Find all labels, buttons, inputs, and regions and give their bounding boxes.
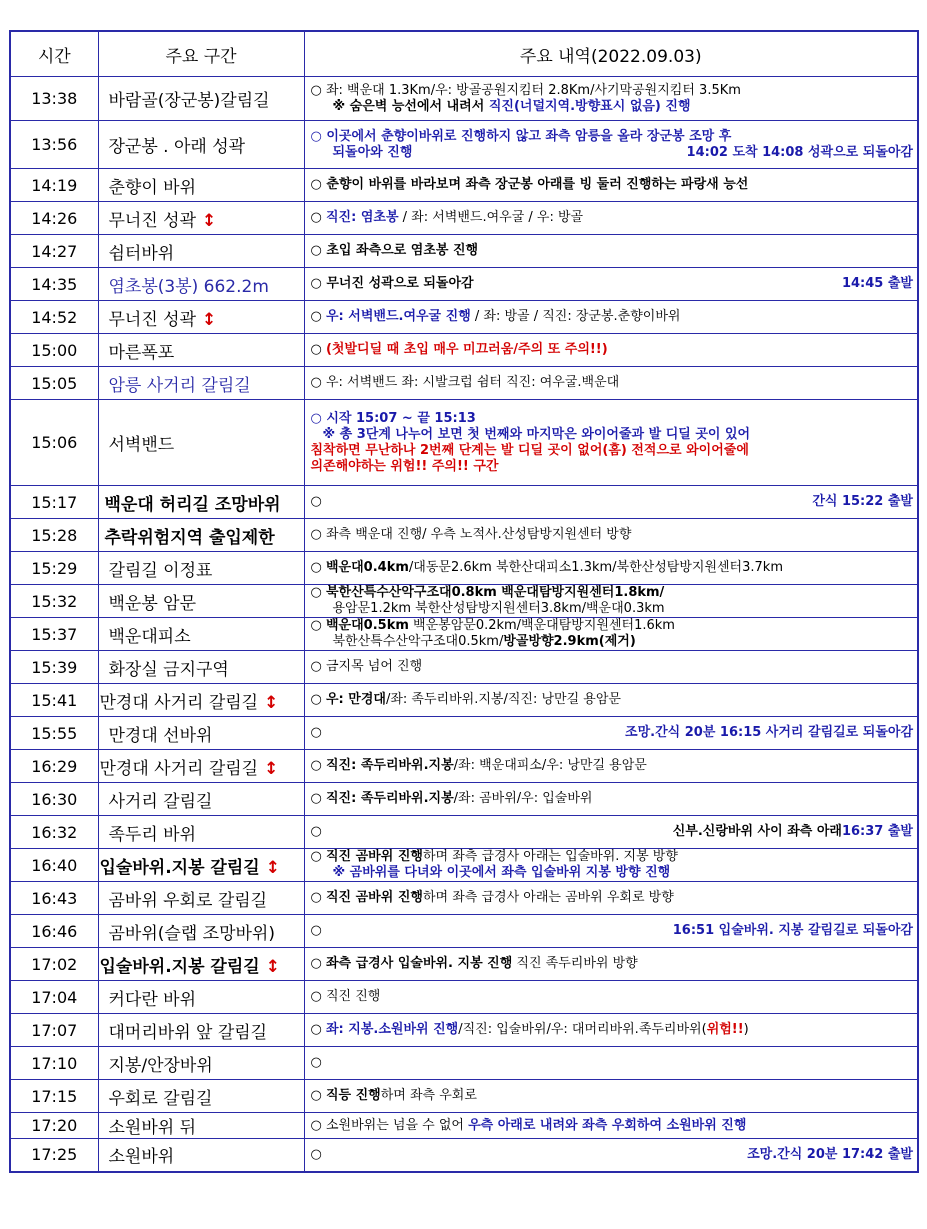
detail-text: 좌: 지봉.소원바위 진행 — [325, 1022, 459, 1037]
detail-text: ○ 초입 좌측으로 염초봉 진행 — [310, 243, 479, 258]
row-section — [98, 618, 304, 651]
detail-text: 좌측 급경사 입술바위. 지봉 진행 — [325, 956, 513, 971]
row-section — [98, 750, 304, 783]
table-row — [10, 1080, 918, 1113]
row-detail — [304, 1113, 918, 1139]
row-time: 17:02 — [10, 948, 98, 981]
detail-text: ○ — [310, 1022, 326, 1037]
section-label: 사거리 갈림길 — [108, 791, 213, 812]
row-detail — [304, 268, 918, 301]
table-row — [10, 334, 918, 367]
detail-text: 하며 좌측 우회로 — [380, 1088, 477, 1103]
detail-text: ○ — [310, 210, 326, 225]
section-label: 만경대 사거리 갈림길 — [99, 758, 259, 779]
detail-text: 우: 서벽밴드.여우굴 진행 — [325, 309, 471, 324]
row-detail — [304, 334, 918, 367]
detail-line — [311, 129, 914, 145]
detail-text: ○ — [310, 725, 322, 740]
section-label: 갈림길 이정표 — [108, 560, 213, 581]
section-label: 곰바위(슬랩 조망바위) — [108, 923, 275, 944]
header-detail: 주요 내역(2022.09.03) — [304, 31, 918, 77]
detail-line — [311, 956, 914, 972]
detail-text: /좌: 곰바위/우: 입술바위 — [453, 791, 593, 806]
table-row — [10, 235, 918, 268]
row-time: 15:39 — [10, 651, 98, 684]
detail-line — [311, 375, 914, 391]
section-label: 우회로 갈림길 — [108, 1088, 213, 1109]
detail-text: 14:02 도착 14:08 성곽으로 되돌아감 — [686, 144, 913, 160]
row-time: 15:32 — [10, 585, 98, 618]
table-row — [10, 486, 918, 519]
table-row — [10, 684, 918, 717]
row-time: 16:43 — [10, 882, 98, 915]
row-time: 16:40 — [10, 849, 98, 882]
section-label: 족두리 바위 — [108, 824, 197, 845]
detail-line — [311, 634, 914, 650]
table-row — [10, 1047, 918, 1080]
row-detail — [304, 519, 918, 552]
row-detail — [304, 651, 918, 684]
row-time: 16:30 — [10, 783, 98, 816]
row-time: 14:19 — [10, 169, 98, 202]
table-row — [10, 301, 918, 334]
detail-line — [311, 145, 914, 161]
detail-line — [311, 99, 914, 115]
row-detail — [304, 915, 918, 948]
detail-text: ○ 이곳에서 춘향이바위로 진행하지 않고 좌측 암릉을 올라 장군봉 조망 후 — [310, 128, 732, 144]
table-row — [10, 816, 918, 849]
row-detail — [304, 202, 918, 235]
detail-text: ○ — [310, 618, 326, 633]
detail-text: / 좌: 방골 / 직진: 장군봉.춘향이바위 — [470, 309, 681, 324]
detail-line — [311, 342, 914, 358]
row-time: 15:29 — [10, 552, 98, 585]
row-detail — [304, 717, 918, 750]
row-section — [98, 169, 304, 202]
row-detail — [304, 948, 918, 981]
section-label: 커다란 바위 — [108, 989, 197, 1010]
table-row — [10, 1113, 918, 1139]
detail-text: ○ — [310, 923, 322, 938]
table-row — [10, 717, 918, 750]
row-section — [98, 915, 304, 948]
detail-line — [311, 849, 914, 865]
header-row — [10, 31, 918, 77]
detail-text: 직진 곰바위 진행 — [325, 890, 423, 905]
detail-text: 16:51 입술바위. 지봉 갈림길로 되돌아감 — [672, 923, 913, 938]
up-down-arrow-icon: ↕ — [265, 857, 280, 878]
row-section — [98, 1014, 304, 1047]
section-label: 소원바위 뒤 — [108, 1118, 197, 1138]
detail-text: 14:45 출발 — [841, 276, 913, 291]
detail-text: ○ — [310, 1088, 326, 1103]
detail-text: (첫발디딜 때 초입 매우 미끄러움/주의 또 주의!!) — [325, 342, 608, 357]
detail-text: 백운대0.4km — [325, 560, 409, 575]
detail-line — [311, 83, 914, 99]
detail-text: 우측 아래로 내려와 좌측 우회하여 소원바위 진행 — [468, 1117, 747, 1133]
detail-text: ○ — [310, 791, 326, 806]
detail-text: ○ — [310, 1055, 322, 1070]
detail-text: /직진: 입술바위/우: 대머리바위.족두리바위( — [458, 1022, 707, 1037]
detail-line — [311, 1055, 914, 1071]
table-row — [10, 750, 918, 783]
table-row — [10, 77, 918, 121]
row-section — [98, 1113, 304, 1139]
section-label: 백운봉 암문 — [108, 593, 197, 614]
row-time: 16:46 — [10, 915, 98, 948]
detail-text: ○ — [310, 890, 326, 905]
table-row — [10, 519, 918, 552]
table-row — [10, 585, 918, 618]
section-label: 추락위험지역 출입제한 — [104, 527, 275, 548]
detail-text: 하며 좌측 급경사 아래는 곰바위 우회로 방향 — [422, 890, 674, 905]
section-label: 쉼터바위 — [108, 243, 175, 264]
row-time: 13:38 — [10, 77, 98, 121]
detail-text: ○ — [310, 849, 326, 864]
row-section — [98, 77, 304, 121]
up-down-arrow-icon: ↕ — [265, 956, 280, 977]
detail-text: ○ — [310, 560, 326, 575]
detail-text: 용암문1.2km 북한산성탐방지원센터3.8km/백운대0.3km — [332, 601, 665, 616]
row-section — [98, 948, 304, 981]
detail-line — [311, 692, 914, 708]
row-time: 17:07 — [10, 1014, 98, 1047]
up-down-arrow-icon: ↕ — [264, 692, 279, 713]
row-section — [98, 1047, 304, 1080]
detail-text: 의존해야하는 위험!! 주의!! 구간 — [310, 458, 499, 474]
detail-line — [311, 427, 914, 443]
section-label: 만경대 선바위 — [108, 725, 213, 746]
detail-text: ○ 무너진 성곽으로 되돌아감 — [310, 276, 474, 291]
row-section — [98, 585, 304, 618]
detail-text: 우: 만경대 — [325, 692, 386, 707]
row-time: 15:37 — [10, 618, 98, 651]
row-section — [98, 334, 304, 367]
row-section — [98, 684, 304, 717]
row-detail — [304, 367, 918, 400]
row-time: 17:10 — [10, 1047, 98, 1080]
schedule-rows — [10, 77, 918, 1172]
section-label: 무너진 성곽 — [108, 210, 197, 231]
section-label: 무너진 성곽 — [108, 309, 197, 330]
detail-text: ○ — [310, 585, 326, 600]
detail-text: ○ — [310, 494, 322, 509]
detail-text: 간식 15:22 출발 — [812, 494, 913, 509]
schedule-table-wrap — [9, 30, 917, 1173]
detail-line — [311, 411, 914, 427]
section-label: 백운대 허리길 조망바위 — [104, 494, 281, 515]
detail-text: ○ — [310, 692, 326, 707]
detail-line — [311, 1118, 914, 1134]
row-section — [98, 367, 304, 400]
row-section — [98, 717, 304, 750]
section-label: 소원바위 — [108, 1147, 175, 1168]
row-time: 15:55 — [10, 717, 98, 750]
section-label: 마른폭포 — [108, 342, 175, 363]
row-detail — [304, 235, 918, 268]
row-time: 15:17 — [10, 486, 98, 519]
table-row — [10, 783, 918, 816]
detail-text: ○ 우: 서벽밴드 좌: 시발크럽 쉼터 직진: 여우굴.백운대 — [310, 375, 620, 390]
section-label: 입술바위.지봉 갈림길 — [99, 857, 260, 878]
detail-text: ○ 직진 진행 — [310, 989, 381, 1004]
detail-line — [311, 443, 914, 459]
section-label: 대머리바위 앞 갈림길 — [108, 1022, 268, 1043]
row-section — [98, 121, 304, 169]
row-time: 14:27 — [10, 235, 98, 268]
row-time: 17:20 — [10, 1113, 98, 1139]
row-detail — [304, 585, 918, 618]
detail-text: ※ 총 3단계 나누어 보면 첫 번째와 마지막은 와이어줄과 발 디딜 곳이 있어 — [322, 426, 751, 442]
detail-line — [311, 791, 914, 807]
detail-text: ※ 곰바위를 다녀와 이곳에서 좌측 입술바위 지봉 방향 진행 — [332, 865, 671, 880]
row-time: 13:56 — [10, 121, 98, 169]
detail-text: ○ 시작 15:07 ~ 끝 15:13 — [310, 410, 476, 426]
detail-text: 직진 족두리바위 방향 — [512, 956, 638, 971]
row-section — [98, 268, 304, 301]
up-down-arrow-icon: ↕ — [202, 210, 217, 231]
detail-text: ) — [743, 1022, 749, 1037]
detail-text: ○ 춘향이 바위를 바라보며 좌측 장군봉 아래를 빙 둘러 진행하는 파랑새 능선 — [310, 177, 749, 192]
row-section — [98, 816, 304, 849]
detail-text: /좌: 백운대피소/우: 낭만길 용암문 — [453, 758, 647, 773]
detail-line — [311, 1088, 914, 1104]
row-detail — [304, 882, 918, 915]
row-time: 15:06 — [10, 400, 98, 486]
table-row — [10, 268, 918, 301]
detail-text: ○ 좌: 백운대 1.3Km/우: 방골공원지킴터 2.8Km/사기막공원지킴터 3.5Km — [310, 82, 741, 98]
detail-text: 직진(너덜지역.방향표시 없음) 진행 — [488, 98, 691, 114]
detail-line — [311, 725, 914, 741]
detail-line — [311, 890, 914, 906]
row-detail — [304, 77, 918, 121]
detail-text: 하며 좌측 급경사 아래는 입술바위. 지봉 방향 — [422, 849, 678, 864]
row-detail — [304, 783, 918, 816]
section-label: 장군봉 . 아래 성곽 — [108, 137, 246, 157]
detail-text: ○ — [310, 1146, 322, 1162]
row-time: 14:26 — [10, 202, 98, 235]
detail-line — [311, 459, 914, 475]
section-label: 서벽밴드 — [108, 435, 175, 455]
table-row — [10, 1014, 918, 1047]
detail-line — [311, 865, 914, 881]
table-row — [10, 367, 918, 400]
detail-text: ○ — [310, 956, 326, 971]
row-time: 16:32 — [10, 816, 98, 849]
row-detail — [304, 816, 918, 849]
section-label: 백운대피소 — [108, 626, 191, 647]
row-section — [98, 400, 304, 486]
row-detail — [304, 849, 918, 882]
table-row — [10, 651, 918, 684]
row-detail — [304, 1047, 918, 1080]
detail-text: 16:37 출발 — [841, 824, 913, 839]
detail-text: 직진: 족두리바위.지봉 — [325, 791, 454, 806]
detail-text: ○ 소원바위는 넘을 수 없어 — [310, 1117, 469, 1133]
detail-text: 북한산특수산악구조대0.5km/ — [332, 634, 504, 649]
row-detail — [304, 400, 918, 486]
row-time: 17:04 — [10, 981, 98, 1014]
table-row — [10, 202, 918, 235]
row-time: 14:52 — [10, 301, 98, 334]
header-time: 시간 — [10, 31, 98, 77]
row-detail — [304, 486, 918, 519]
table-row — [10, 618, 918, 651]
row-detail — [304, 981, 918, 1014]
row-detail — [304, 684, 918, 717]
detail-text: 직진: 염초봉 — [325, 210, 399, 225]
detail-text: /좌: 족두리바위.지봉/직진: 낭만길 용암문 — [385, 692, 621, 707]
row-section — [98, 486, 304, 519]
detail-text: ○ — [310, 758, 326, 773]
detail-line — [311, 824, 914, 840]
row-detail — [304, 552, 918, 585]
row-time: 15:28 — [10, 519, 98, 552]
row-section — [98, 301, 304, 334]
schedule-table — [9, 30, 919, 1173]
section-label: 입술바위.지봉 갈림길 — [99, 956, 260, 977]
row-section — [98, 235, 304, 268]
row-detail — [304, 1139, 918, 1172]
detail-line — [311, 560, 914, 576]
row-detail — [304, 1080, 918, 1113]
section-label: 춘향이 바위 — [108, 177, 197, 198]
table-row — [10, 169, 918, 202]
detail-text: ※ 숨은벽 능선에서 내려서 — [332, 98, 489, 114]
table-row — [10, 915, 918, 948]
detail-text: 직진 곰바위 진행 — [325, 849, 423, 864]
row-detail — [304, 301, 918, 334]
detail-text: / 좌: 서벽밴드.여우굴 / 우: 방골 — [398, 210, 584, 225]
detail-text: 백운대0.5km — [325, 618, 409, 633]
detail-text: 침착하면 무난하나 2번째 단계는 발 디딜 곳이 없어(홈) 전적으로 와이어줄에 — [310, 442, 749, 458]
section-label: 지봉/안장바위 — [108, 1055, 213, 1076]
detail-text: 조망.간식 20분 16:15 사거리 갈림길로 되돌아감 — [625, 725, 913, 740]
detail-text: ○ — [310, 309, 326, 324]
row-time: 15:05 — [10, 367, 98, 400]
row-section — [98, 783, 304, 816]
up-down-arrow-icon: ↕ — [202, 309, 217, 330]
detail-text: 위험!! — [706, 1022, 744, 1037]
section-label: 염초봉(3봉) 662.2m — [108, 276, 269, 297]
up-down-arrow-icon: ↕ — [264, 758, 279, 779]
row-detail — [304, 121, 918, 169]
row-section — [98, 519, 304, 552]
table-row — [10, 849, 918, 882]
row-detail — [304, 750, 918, 783]
detail-text: 백운봉암문0.2km/백운대탐방지원센터1.6km — [408, 618, 675, 633]
row-time: 17:25 — [10, 1139, 98, 1172]
row-section — [98, 882, 304, 915]
detail-line — [311, 1147, 914, 1163]
table-row — [10, 400, 918, 486]
detail-text: ○ — [310, 824, 322, 839]
detail-line — [311, 494, 914, 510]
row-section — [98, 1080, 304, 1113]
detail-text: 북한산특수산악구조대0.8km 백운대탐방지원센터1.8km/ — [325, 585, 665, 600]
detail-text: 되돌아와 진행 — [332, 144, 413, 160]
row-section — [98, 651, 304, 684]
detail-line — [311, 758, 914, 774]
detail-line — [311, 659, 914, 675]
detail-text: ○ 금지목 넘어 진행 — [310, 659, 423, 674]
table-row — [10, 882, 918, 915]
table-row — [10, 1139, 918, 1172]
row-time: 15:00 — [10, 334, 98, 367]
detail-text: 직진: 족두리바위.지봉 — [325, 758, 454, 773]
detail-line — [311, 618, 914, 634]
row-detail — [304, 618, 918, 651]
section-label: 곰바위 우회로 갈림길 — [108, 890, 268, 911]
row-detail — [304, 1014, 918, 1047]
row-section — [98, 1139, 304, 1172]
detail-line — [311, 989, 914, 1005]
detail-line — [311, 210, 914, 226]
section-label: 바람골(장군봉)갈림길 — [108, 91, 270, 111]
detail-line — [311, 276, 914, 292]
detail-line — [311, 601, 914, 617]
detail-text: /대동문2.6km 북한산대피소1.3km/북한산성탐방지원센터3.7km — [408, 560, 783, 575]
detail-text: 조망.간식 20분 17:42 출발 — [747, 1146, 913, 1162]
detail-line — [311, 309, 914, 325]
detail-line — [311, 177, 914, 193]
detail-line — [311, 527, 914, 543]
detail-text: ○ — [310, 342, 326, 357]
table-row — [10, 948, 918, 981]
row-time: 17:15 — [10, 1080, 98, 1113]
row-time: 16:29 — [10, 750, 98, 783]
table-row — [10, 552, 918, 585]
section-label: 만경대 사거리 갈림길 — [99, 692, 259, 713]
row-section — [98, 981, 304, 1014]
detail-text: 방골방향2.9km(제거) — [503, 634, 636, 649]
detail-line — [311, 243, 914, 259]
detail-text: 신부.신랑바위 사이 좌측 아래 — [672, 824, 842, 839]
row-time: 15:41 — [10, 684, 98, 717]
detail-line — [311, 1022, 914, 1038]
table-row — [10, 981, 918, 1014]
detail-text: ○ 좌측 백운대 진행/ 우측 노적사.산성탐방지원센터 방향 — [310, 527, 632, 542]
row-section — [98, 849, 304, 882]
row-detail — [304, 169, 918, 202]
row-section — [98, 202, 304, 235]
detail-line — [311, 923, 914, 939]
header-section: 주요 구간 — [98, 31, 304, 77]
detail-line — [311, 585, 914, 601]
row-section — [98, 552, 304, 585]
section-label: 암릉 사거리 갈림길 — [108, 375, 251, 396]
table-row — [10, 121, 918, 169]
detail-text: 직등 진행 — [325, 1088, 381, 1103]
row-time: 14:35 — [10, 268, 98, 301]
section-label: 화장실 금지구역 — [108, 659, 229, 680]
